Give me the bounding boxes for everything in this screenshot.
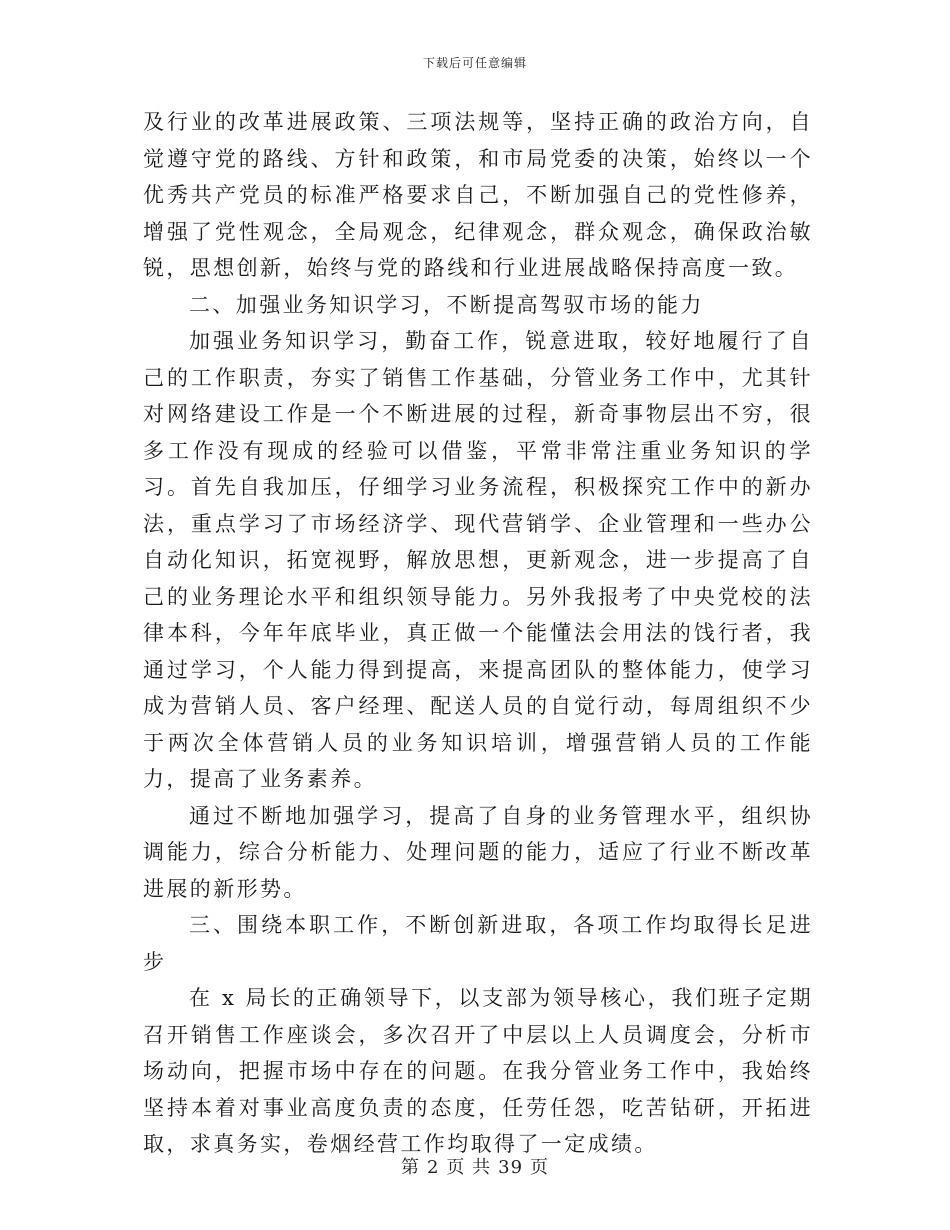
paragraph-learning-result: 通过不断地加强学习，提高了自身的业务管理水平，组织协调能力，综合分析能力、处理问题的能力，适应了行业不断改革进展的新形势。 xyxy=(143,803,813,901)
page-header: 下载后可任意编辑 xyxy=(422,56,527,70)
page-number: 2 xyxy=(426,1157,440,1178)
document-body xyxy=(143,104,813,1163)
page-footer xyxy=(0,1153,950,1179)
page-total: 39 xyxy=(498,1157,524,1178)
paragraph-continued: 及行业的改革进展政策、三项法规等，坚持正确的政治方向，自觉遵守党的路线、方针和政策，和市局党委的决策，始终以一个优秀共产党员的标准严格要求自己，不断加强自己的党性修养，增强了党性观念，全局观念，纪律观念，群众观念，确保政治敏锐，思想创新，始终与党的路线和行业进展战略保持高度一致。 xyxy=(143,110,813,280)
footer-prefix: 第 xyxy=(400,1157,420,1178)
footer-middle: 页 共 xyxy=(446,1157,492,1178)
paragraph-business-study: 加强业务知识学习，勤奋工作，锐意进取，较好地履行了自己的工作职责，夯实了销售工作基础，分管业务工作中，尤其针对网络建设工作是一个不断进展的过程，新奇事物层出不穷，很多工作没有现成的经验可以借鉴，平常非常注重业务知识的学习。首先自我加压，仔细学习业务流程，积极探究工作中的新办法，重点学习了市场经济学、现代营销学、企业管理和一些办公自动化知识，拓宽视野，解放思想，更新观念，进一步提高了自己的业务理论水平和组织领导能力。另外我报考了中央党校的法律本科，今年年底毕业，真正做一个能懂法会用法的饯行者，我通过学习，个人能力得到提高，来提高团队的整体能力，使学习成为营销人员、客户经理、配送人员的自觉行动，每周组织不少于两次全体营销人员的业务知识培训，增强营销人员的工作能力，提高了业务素养。 xyxy=(143,329,813,791)
section-heading-3: 三、围绕本职工作，不断创新进取，各项工作均取得长足进步 xyxy=(143,913,813,974)
paragraph-leadership: 在 x 局长的正确领导下，以支部为领导核心，我们班子定期召开销售工作座谈会，多次召开了中层以上人员调度会，分析市场动向，把握市场中存在的问题。在我分管业务工作中，我始终坚持本着对事业高度负责的态度，任劳任怨，吃苦钻研，开拓进取，求真务实，卷烟经营工作均取得了一定成绩。 xyxy=(143,986,813,1156)
section-heading-2: 二、加强业务知识学习，不断提高驾驭市场的能力 xyxy=(189,292,704,317)
footer-suffix: 页 xyxy=(530,1157,550,1178)
